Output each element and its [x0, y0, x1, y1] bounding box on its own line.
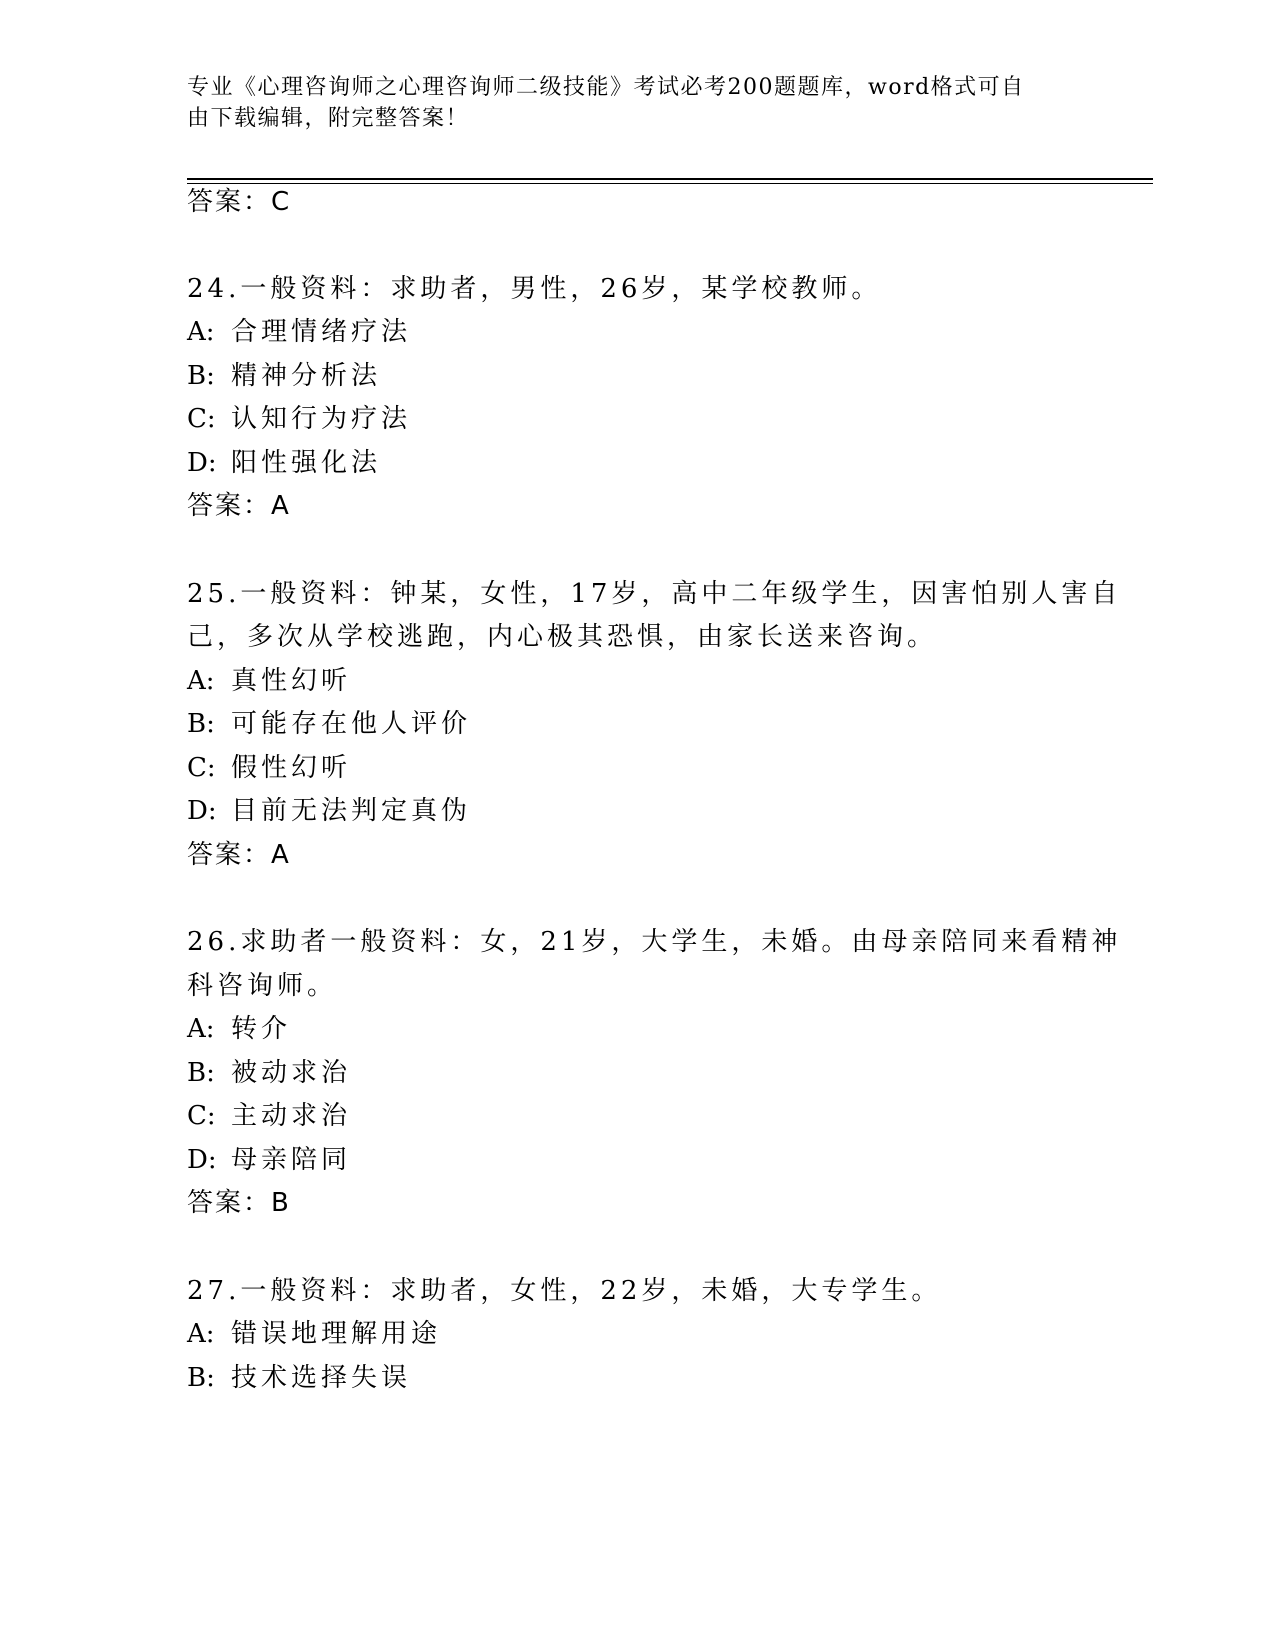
question-24-option-d	[187, 446, 381, 480]
question-26-stem-line-2: 科咨询师。	[187, 971, 338, 1001]
option-key: B:	[187, 1058, 215, 1088]
option-key: B:	[187, 1363, 215, 1393]
header-line-2: 由下载编辑，附完整答案！	[187, 106, 470, 131]
option-key: C:	[187, 1101, 216, 1131]
question-24-option-a	[187, 315, 411, 349]
question-27-option-b	[187, 1361, 411, 1395]
option-text: 可能存在他人评价	[231, 709, 472, 739]
question-25-option-d	[187, 794, 471, 828]
question-25-option-b	[187, 707, 471, 741]
option-text: 合理情绪疗法	[231, 317, 412, 347]
option-text: 假性幻听	[231, 753, 352, 783]
header-line-1: 专业《心理咨询师之心理咨询师二级技能》考试必考200题题库，word格式可自	[187, 75, 1025, 100]
question-26-answer: 答案：B	[187, 1188, 291, 1218]
question-25-stem-line-2: 己，多次从学校逃跑，内心极其恐惧，由家长送来咨询。	[187, 622, 938, 652]
option-key: D:	[187, 796, 217, 826]
option-text: 错误地理解用途	[231, 1319, 442, 1349]
question-26-option-d	[187, 1143, 351, 1177]
option-key: D:	[187, 1145, 217, 1175]
question-26-option-c	[187, 1099, 351, 1133]
question-25-option-c	[187, 751, 351, 785]
question-27-option-a	[187, 1317, 441, 1351]
question-25-stem-line-1: 25.一般资料：钟某，女性，17岁，高中二年级学生，因害怕别人害自	[187, 579, 1122, 609]
option-key: C:	[187, 404, 216, 434]
question-26-option-b	[187, 1056, 351, 1090]
option-text: 主动求治	[231, 1101, 352, 1131]
option-text: 技术选择失误	[231, 1363, 412, 1393]
option-key: D:	[187, 448, 217, 478]
option-key: A:	[187, 317, 215, 347]
question-27-stem: 27.一般资料：求助者，女性，22岁，未婚，大专学生。	[187, 1276, 942, 1306]
option-text: 阳性强化法	[231, 448, 382, 478]
header-rule-thick	[187, 178, 1153, 180]
option-text: 被动求治	[231, 1058, 352, 1088]
option-text: 精神分析法	[231, 361, 382, 391]
header-rule-thin	[187, 183, 1153, 184]
option-key: B:	[187, 709, 215, 739]
question-25-answer: 答案：A	[187, 840, 291, 870]
question-26-option-a	[187, 1012, 291, 1046]
option-text: 转介	[231, 1014, 292, 1044]
option-text: 真性幻听	[231, 666, 352, 696]
option-key: A:	[187, 1014, 215, 1044]
option-key: B:	[187, 361, 215, 391]
option-text: 认知行为疗法	[231, 404, 412, 434]
question-26-stem-line-1: 26.求助者一般资料：女，21岁，大学生，未婚。由母亲陪同来看精神	[187, 927, 1122, 957]
option-key: C:	[187, 753, 216, 783]
option-text: 母亲陪同	[231, 1145, 352, 1175]
option-key: A:	[187, 1319, 215, 1349]
question-24-stem: 24.一般资料：求助者，男性，26岁，某学校教师。	[187, 274, 882, 304]
document-header	[187, 72, 1087, 134]
question-25-option-a	[187, 664, 351, 698]
option-text: 目前无法判定真伪	[231, 796, 472, 826]
question-24-option-c	[187, 402, 411, 436]
answer-prev: 答案：C	[187, 187, 292, 217]
question-24-answer: 答案：A	[187, 491, 291, 521]
question-24-option-b	[187, 359, 381, 393]
option-key: A:	[187, 666, 215, 696]
